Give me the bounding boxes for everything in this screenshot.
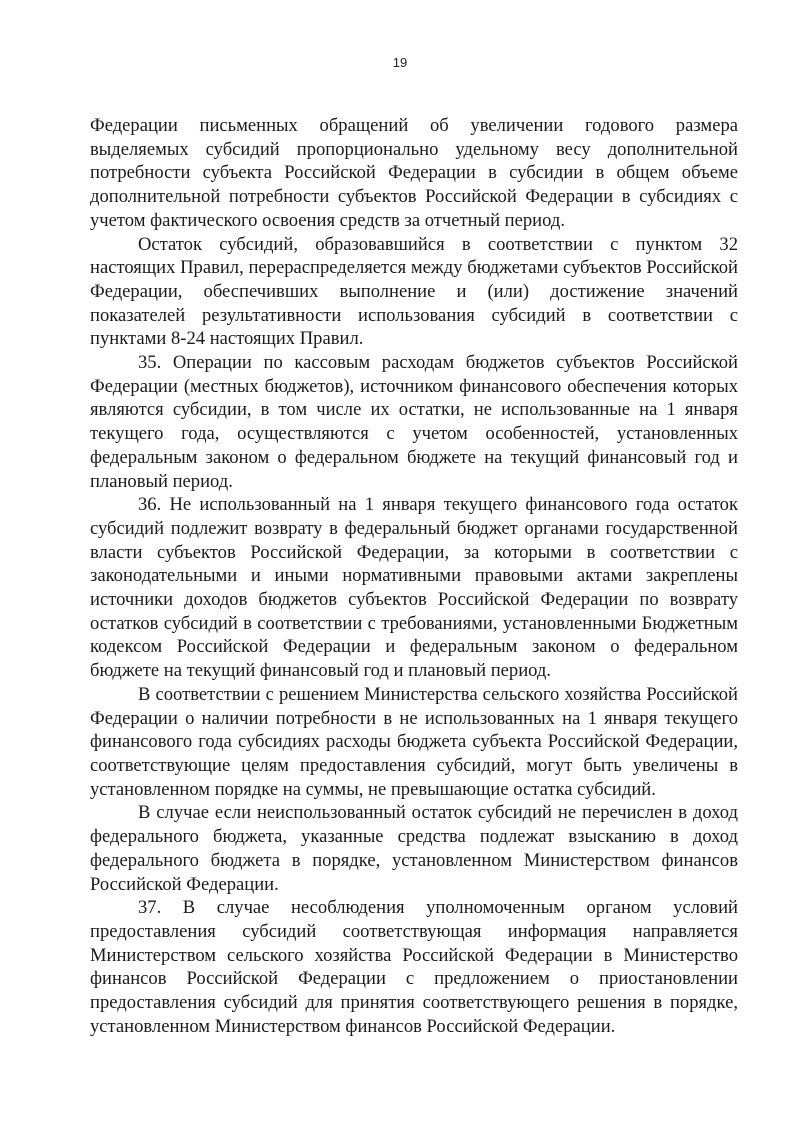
paragraph-continuation: Федерации письменных обращений об увеличении годового размера выделяемых субсидий пропорционально удельному весу дополнительной потребности субъекта Российской Федерации в субсидии в общем объеме дополнительной потребности субъектов Российской Федерации в субсидиях с учетом фактического освоения средств за отчетный период. [90, 115, 738, 231]
paragraph-item-35: 35. Операции по кассовым расходам бюджетов субъектов Российской Федерации (местных бюджетов), источником финансового обеспечения которых являются субсидии, в том числе их остатки, не использованные на 1 января текущего года, осуществляются с учетом особенностей, установленных федеральным законом о федеральном бюджете на текущий финансовый год и плановый период. [90, 352, 738, 492]
paragraph-item-37: 37. В случае несоблюдения уполномоченным органом условий предоставления субсидий соответствующая информация направляется Министерством сельского хозяйства Российской Федерации в Министерство финансов Российской Федерации с предложением о приостановлении предоставления субсидий для принятия соответствующего решения в порядке, установленном Министерством финансов Российской Федерации. [90, 897, 738, 1037]
paragraph-ministry-decision: В соответствии с решением Министерства сельского хозяйства Российской Федерации о наличии потребности в не использованных на 1 января текущего финансового года субсидиях расходы бюджета субъекта Российской Федерации, соответствующие целям предоставления субсидий, могут быть увеличены в установленном порядке на суммы, не превышающие остатка субсидий. [90, 683, 738, 800]
paragraph-item-36: 36. Не использованный на 1 января текущего финансового года остаток субсидий подлежит возврату в федеральный бюджет органами государственной власти субъектов Российской Федерации, за которыми в соответствии с законодательными и иными нормативными правовыми актами закреплены источники доходов бюджетов субъектов Российской Федерации по возврату остатков субсидий в соответствии с требованиями, установленными Бюджетным кодексом Российской Федерации и федеральным законом о федеральном бюджете на текущий финансовый год и плановый период. [90, 494, 738, 682]
paragraph-recovery: В случае если неиспользованный остаток субсидий не перечислен в доход федерального бюджета, указанные средства подлежат взысканию в доход федерального бюджета в порядке, установленном Министерством финансов Российской Федерации. [90, 802, 738, 895]
paragraph-remaining-subsidy: Остаток субсидий, образовавшийся в соответствии с пунктом 32 настоящих Правил, перераспределяется между бюджетами субъектов Российской Федерации, обеспечивших выполнение и (или) достижение значений показателей результативности использования субсидий в соответствии с пунктами 8-24 настоящих Правил. [90, 233, 738, 350]
page-number: 19 [392, 55, 408, 70]
document-body [90, 114, 738, 1038]
